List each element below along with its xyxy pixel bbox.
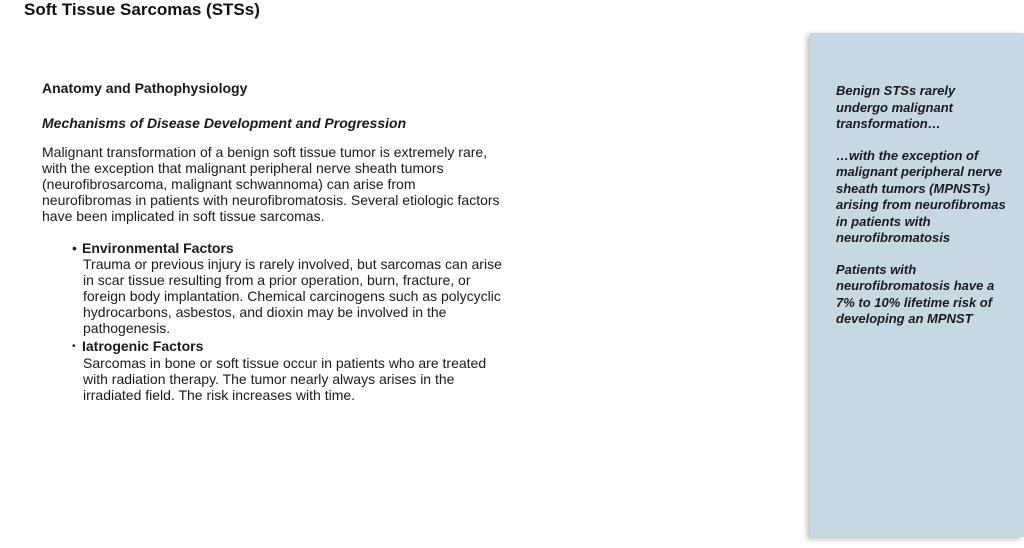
sidebar-note: …with the exception of malignant peripheral nerve sheath tumors (MPNSTs) arising from neurofibromas in patients with neurofibromatosis	[836, 147, 1006, 245]
factor-body: Trauma or previous injury is rarely involved, but sarcomas can arise in scar tissue resulting from a prior operation, burn, fracture, or foreign body implantation. Chemical carcinogens such as polycyclic hydrocarbons, asbestos, and dioxin may be involved in the pathogenesis.	[83, 256, 502, 336]
factor-environmental	[72, 240, 502, 336]
factor-iatrogenic	[72, 338, 502, 403]
sidebar-note: Patients with neurofibromatosis have a 7% to 10% lifetime risk of developing an MPNST	[836, 261, 995, 326]
factor-title: Iatrogenic Factors	[82, 338, 204, 354]
intro-paragraph: Malignant transformation of a benign soft tissue tumor is extremely rare, with the exception that malignant peripheral nerve sheath tumors (neurofibrosarcoma, malignant schwannoma) can arise from neurofibromas in patients with neurofibromatosis. Several etiologic factors have been implicated in soft tissue sarcomas.	[42, 144, 500, 224]
subsection-heading: Mechanisms of Disease Development and Progression	[42, 115, 407, 131]
main-content	[42, 80, 502, 403]
sidebar-note: Benign STSs rarely undergo malignant transformation…	[836, 83, 956, 131]
factor-title-row	[72, 338, 502, 355]
bullet-icon: •	[72, 240, 77, 256]
sidebar-notes	[836, 83, 1008, 343]
factor-title-row	[72, 240, 502, 256]
factor-title: Environmental Factors	[82, 240, 234, 256]
factor-body: Sarcomas in bone or soft tissue occur in patients who are treated with radiation therapy. The tumor nearly always arises in the irradiated field. The risk increases with time.	[83, 355, 487, 403]
section-heading: Anatomy and Pathophysiology	[42, 80, 248, 96]
bullet-icon: •	[72, 341, 76, 352]
sidebar-callout	[810, 33, 1024, 537]
slide-title: Soft Tissue Sarcomas (STSs)	[24, 0, 260, 19]
